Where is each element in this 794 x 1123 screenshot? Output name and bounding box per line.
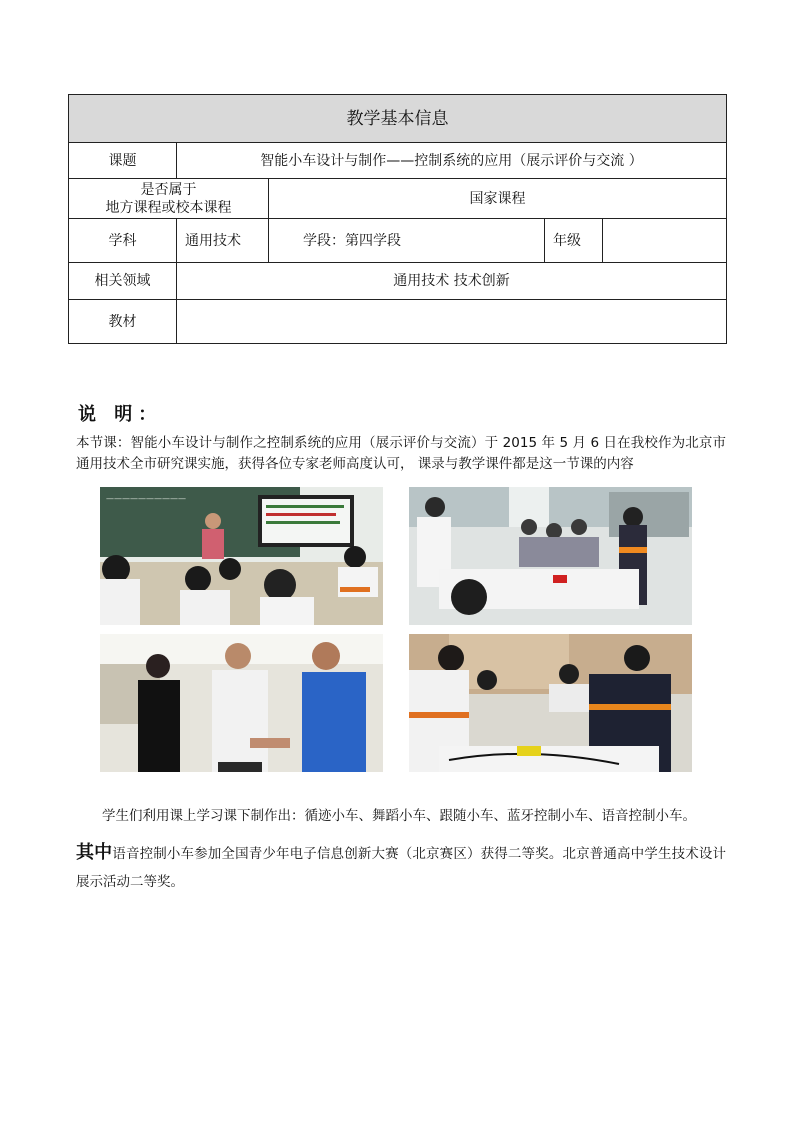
table-header: 教学基本信息 (69, 95, 727, 143)
course-type-value: 国家课程 (269, 179, 727, 219)
course-type-label (69, 179, 269, 219)
field-value: 通用技术 技术创新 (177, 263, 727, 300)
classroom-photo-4 (409, 634, 692, 772)
classroom-photo-3 (100, 634, 383, 772)
textbook-label: 教材 (69, 300, 177, 344)
note-paragraph-3-lead: 其中 (76, 842, 113, 863)
field-label: 相关领域 (69, 263, 177, 300)
classroom-photo-1 (100, 487, 383, 625)
subject-label: 学科 (69, 219, 177, 263)
topic-label: 课题 (69, 143, 177, 179)
grade-value (603, 219, 727, 263)
course-type-label-line2: 地方课程或校本课程 (105, 199, 232, 216)
course-type-label-line1: 是否属于 (140, 181, 197, 198)
note-paragraph-2: 学生们利用课上学习课下制作出：循迹小车、舞蹈小车、跟随小车、蓝牙控制小车、语音控制小车。 (102, 808, 696, 824)
stage-value: 学段：第四学段 (269, 219, 545, 263)
teaching-info-table (68, 94, 727, 344)
note-paragraph-1: 本节课：智能小车设计与制作之控制系统的应用（展示评价与交流）于 2015 年 5 月 6 日在我校作为北京市通用技术全市研究课实施，获得各位专家老师高度认可， 课录与教学课件都是这一节课的内容 (76, 435, 726, 472)
note-paragraph-3 (76, 839, 726, 896)
topic-value: 智能小车设计与制作——控制系统的应用（展示评价与交流 ） (177, 143, 727, 179)
grade-label: 年级 (545, 219, 603, 263)
textbook-value (177, 300, 727, 344)
classroom-photo-2 (409, 487, 692, 625)
note-paragraph-3-rest: 语音控制小车参加全国青少年电子信息创新大赛（北京赛区）获得二等奖。北京普通高中学生技术设计展示活动二等奖。 (76, 846, 727, 890)
subject-value: 通用技术 (177, 219, 269, 263)
note-title: 说 明： (78, 404, 163, 425)
svg-text:——————————: —————————— (106, 494, 186, 503)
